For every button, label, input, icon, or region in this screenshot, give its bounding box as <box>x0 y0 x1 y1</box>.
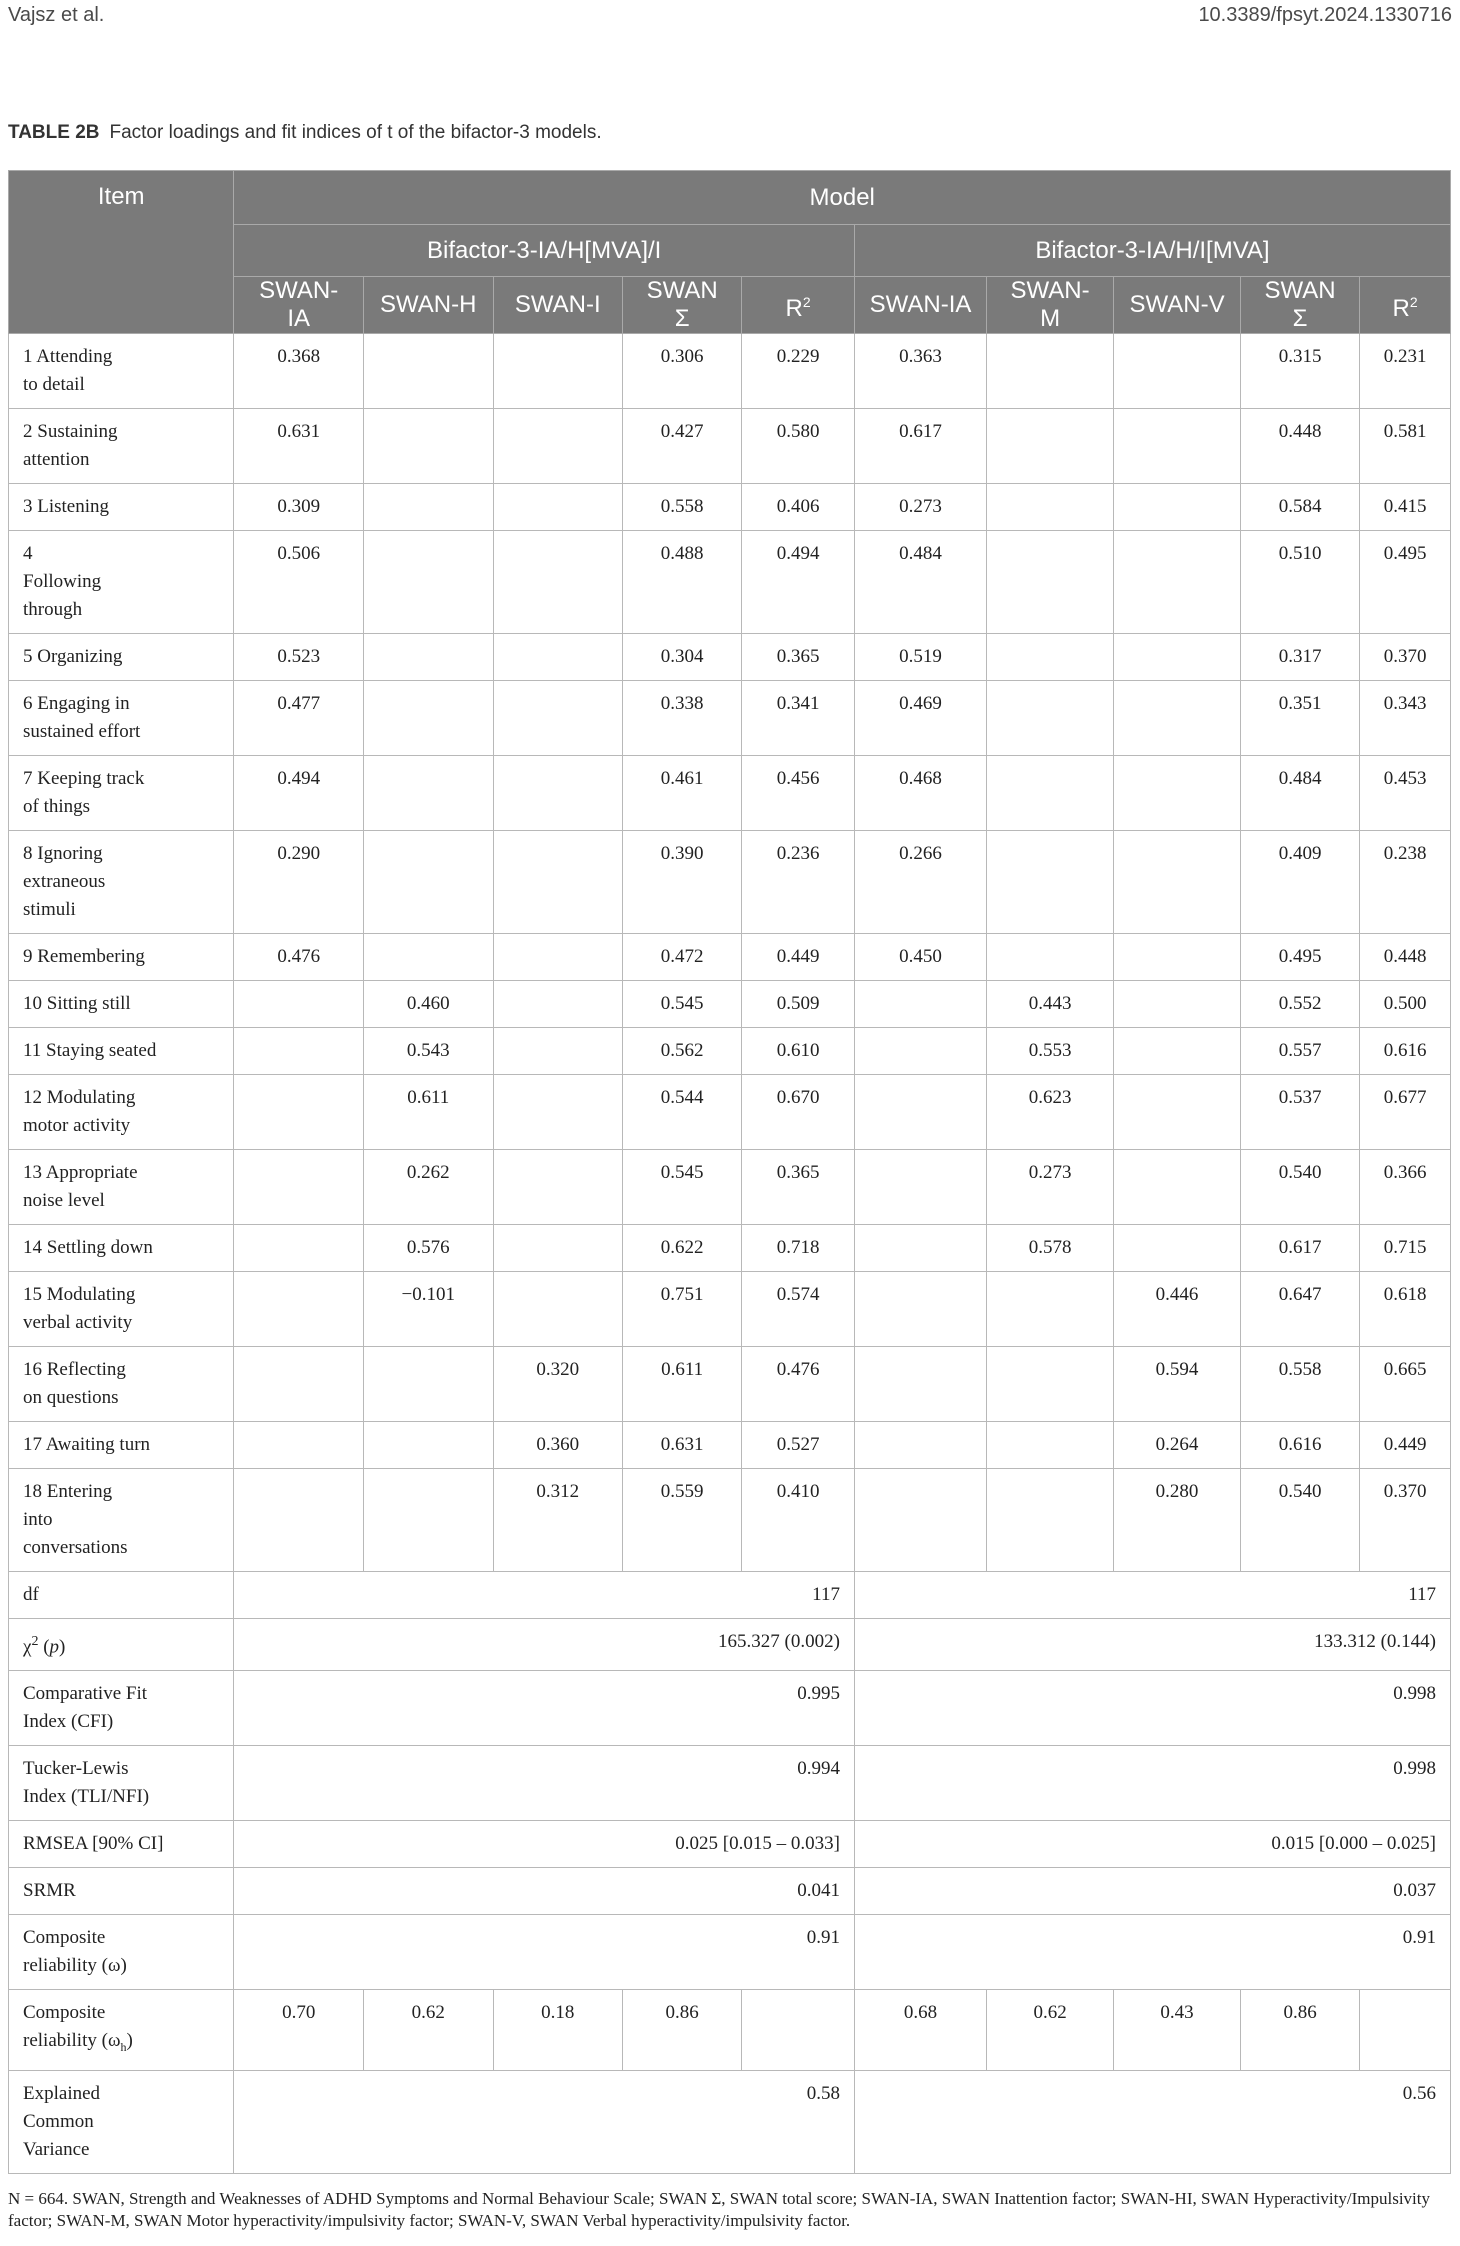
loading-cell: 0.670 <box>742 1075 855 1150</box>
loading-cell <box>1114 634 1241 681</box>
header-col-r2: $R^2$ <box>742 277 855 334</box>
loading-cell: 0.406 <box>742 484 855 531</box>
loading-cell <box>987 334 1114 409</box>
loading-cell <box>234 1347 364 1422</box>
table-row <box>9 334 1451 409</box>
loading-cell: 0.523 <box>234 634 364 681</box>
omegah-cell: 0.18 <box>493 1990 623 2071</box>
loading-cell: 0.365 <box>742 1150 855 1225</box>
loading-cell: 0.594 <box>1114 1347 1241 1422</box>
loading-cell <box>854 1150 986 1225</box>
loading-cell: 0.410 <box>742 1469 855 1572</box>
loading-cell <box>1114 409 1241 484</box>
loading-cell: 0.510 <box>1241 531 1360 634</box>
item-label: 13 Appropriate noise level <box>9 1150 234 1225</box>
loading-cell <box>1114 484 1241 531</box>
loading-cell: 0.363 <box>854 334 986 409</box>
item-label: 17 Awaiting turn <box>9 1422 234 1469</box>
loading-cell: 0.476 <box>742 1347 855 1422</box>
table-row <box>9 1469 1451 1572</box>
header-col: SWAN Σ <box>623 277 742 334</box>
loading-cell <box>987 934 1114 981</box>
loading-cell <box>493 531 623 634</box>
loading-cell <box>234 981 364 1028</box>
table-row <box>9 934 1451 981</box>
loading-cell: 0.581 <box>1360 409 1451 484</box>
loading-cell <box>987 1469 1114 1572</box>
loading-cell: 0.559 <box>623 1469 742 1572</box>
loading-cell: 0.495 <box>1360 531 1451 634</box>
fit-row-srmr <box>9 1868 1451 1915</box>
loading-cell <box>1114 1225 1241 1272</box>
item-label: 3 Listening <box>9 484 234 531</box>
loading-cell: 0.553 <box>987 1028 1114 1075</box>
loading-cell <box>1114 831 1241 934</box>
loading-cell <box>363 409 493 484</box>
loading-cell: 0.460 <box>363 981 493 1028</box>
loading-cell <box>363 681 493 756</box>
fit-label: Composite reliability (ω) <box>9 1915 234 1990</box>
loading-cell <box>493 981 623 1028</box>
omegah-cell: 0.68 <box>854 1990 986 2071</box>
loading-cell <box>1114 981 1241 1028</box>
fit-row-rmsea <box>9 1821 1451 1868</box>
fit-value-model-2: 117 <box>854 1572 1450 1619</box>
loading-cell: 0.616 <box>1241 1422 1360 1469</box>
fit-row-chi2 <box>9 1619 1451 1671</box>
loading-cell <box>1114 934 1241 981</box>
loading-cell: 0.715 <box>1360 1225 1451 1272</box>
loading-cell: 0.618 <box>1360 1272 1451 1347</box>
loading-cell <box>363 634 493 681</box>
table-row <box>9 1225 1451 1272</box>
loading-cell: 0.468 <box>854 756 986 831</box>
loading-cell <box>234 1150 364 1225</box>
loading-cell: 0.449 <box>742 934 855 981</box>
loading-cell: 0.370 <box>1360 634 1451 681</box>
table-row <box>9 531 1451 634</box>
table-row <box>9 1422 1451 1469</box>
loading-cell: 0.557 <box>1241 1028 1360 1075</box>
header-model: Model <box>234 171 1451 225</box>
header-model-2: Bifactor-3-IA/H/I[MVA] <box>854 225 1450 277</box>
loading-cell: 0.484 <box>854 531 986 634</box>
loading-cell: 0.273 <box>854 484 986 531</box>
loading-cell <box>234 1225 364 1272</box>
fit-value-model-1: 0.995 <box>234 1671 855 1746</box>
loading-cell: 0.341 <box>742 681 855 756</box>
loading-cell <box>1114 756 1241 831</box>
omegah-cell: 0.43 <box>1114 1990 1241 2071</box>
loading-cell <box>234 1272 364 1347</box>
item-label: 5 Organizing <box>9 634 234 681</box>
loading-cell <box>987 409 1114 484</box>
fit-value-model-2: 0.037 <box>854 1868 1450 1915</box>
table-row <box>9 756 1451 831</box>
loading-cell: 0.238 <box>1360 831 1451 934</box>
loading-cell: 0.616 <box>1360 1028 1451 1075</box>
header-col: SWAN-I <box>493 277 623 334</box>
item-label: 18 Entering into conversations <box>9 1469 234 1572</box>
loading-cell: 0.617 <box>1241 1225 1360 1272</box>
item-label: 4 Following through <box>9 531 234 634</box>
loading-cell: 0.584 <box>1241 484 1360 531</box>
header-col-r2: $R^2$ <box>1360 277 1451 334</box>
loading-cell: 0.264 <box>1114 1422 1241 1469</box>
loading-cell: 0.631 <box>623 1422 742 1469</box>
loading-cell <box>854 1075 986 1150</box>
loading-cell: 0.544 <box>623 1075 742 1150</box>
fit-label: SRMR <box>9 1868 234 1915</box>
loading-cell: 0.578 <box>987 1225 1114 1272</box>
fit-label: Explained Common Variance <box>9 2071 234 2174</box>
loading-cell: 0.320 <box>493 1347 623 1422</box>
fit-value-model-1: 117 <box>234 1572 855 1619</box>
loading-cell <box>363 1422 493 1469</box>
loading-cell: 0.315 <box>1241 334 1360 409</box>
loading-cell <box>493 1028 623 1075</box>
loading-cell <box>493 484 623 531</box>
item-label: 10 Sitting still <box>9 981 234 1028</box>
loading-cell: 0.343 <box>1360 681 1451 756</box>
loading-cell: 0.751 <box>623 1272 742 1347</box>
loading-cell <box>854 1422 986 1469</box>
item-label: 7 Keeping track of things <box>9 756 234 831</box>
omegah-cell: 0.62 <box>987 1990 1114 2071</box>
omegah-cell: 0.86 <box>623 1990 742 2071</box>
item-label: 2 Sustaining attention <box>9 409 234 484</box>
loading-cell <box>987 1347 1114 1422</box>
table-row <box>9 1272 1451 1347</box>
fit-row-omegah <box>9 1990 1451 2071</box>
factor-loadings-table <box>8 170 1451 2174</box>
header-col: SWAN-M <box>987 277 1114 334</box>
item-label: 14 Settling down <box>9 1225 234 1272</box>
loading-cell: 0.519 <box>854 634 986 681</box>
item-label: 12 Modulating motor activity <box>9 1075 234 1150</box>
loading-cell: 0.665 <box>1360 1347 1451 1422</box>
loading-cell <box>363 934 493 981</box>
fit-label: $\chi^2$ (p) <box>9 1619 234 1671</box>
table-title: Factor loadings and fit indices of t of the bifactor-3 models. <box>109 122 602 143</box>
loading-cell <box>1114 681 1241 756</box>
loading-cell: 0.647 <box>1241 1272 1360 1347</box>
loading-cell <box>1114 1150 1241 1225</box>
item-label: 1 Attending to detail <box>9 334 234 409</box>
loading-cell: 0.461 <box>623 756 742 831</box>
loading-cell: 0.610 <box>742 1028 855 1075</box>
fit-value-model-2: 0.91 <box>854 1915 1450 1990</box>
loading-cell: 0.262 <box>363 1150 493 1225</box>
loading-cell: 0.309 <box>234 484 364 531</box>
fit-value-model-1: 0.025 [0.015 – 0.033] <box>234 1821 855 1868</box>
fit-value-model-2: 0.998 <box>854 1671 1450 1746</box>
loading-cell: 0.494 <box>234 756 364 831</box>
loading-cell <box>854 1225 986 1272</box>
page-header <box>0 4 1460 34</box>
loading-cell: 0.500 <box>1360 981 1451 1028</box>
loading-cell: 0.360 <box>493 1422 623 1469</box>
loading-cell: 0.545 <box>623 981 742 1028</box>
loading-cell <box>987 634 1114 681</box>
header-doi: 10.3389/fpsyt.2024.1330716 <box>1198 4 1452 26</box>
header-col: SWAN-V <box>1114 277 1241 334</box>
fit-value-model-1: 0.994 <box>234 1746 855 1821</box>
loading-cell: 0.506 <box>234 531 364 634</box>
header-item: Item <box>9 171 234 334</box>
fit-value-model-1: 0.91 <box>234 1915 855 1990</box>
loading-cell <box>363 334 493 409</box>
loading-cell <box>234 1422 364 1469</box>
loading-cell <box>493 334 623 409</box>
loading-cell: 0.427 <box>623 409 742 484</box>
table-caption <box>8 122 602 144</box>
loading-cell <box>493 1272 623 1347</box>
loading-cell: 0.472 <box>623 934 742 981</box>
header-col: SWAN-IA <box>854 277 986 334</box>
fit-label: RMSEA [90% CI] <box>9 1821 234 1868</box>
loading-cell: 0.366 <box>1360 1150 1451 1225</box>
loading-cell: 0.611 <box>623 1347 742 1422</box>
loading-cell: 0.368 <box>234 334 364 409</box>
loading-cell: 0.545 <box>623 1150 742 1225</box>
header-col: SWAN-IA <box>234 277 364 334</box>
loading-cell: 0.576 <box>363 1225 493 1272</box>
loading-cell <box>363 756 493 831</box>
loading-cell: 0.540 <box>1241 1469 1360 1572</box>
loading-cell: 0.495 <box>1241 934 1360 981</box>
loading-cell <box>987 1422 1114 1469</box>
loading-cell: 0.718 <box>742 1225 855 1272</box>
item-label: 15 Modulating verbal activity <box>9 1272 234 1347</box>
loading-cell: 0.537 <box>1241 1075 1360 1150</box>
loading-cell <box>987 531 1114 634</box>
loading-cell: 0.558 <box>1241 1347 1360 1422</box>
loading-cell <box>363 1347 493 1422</box>
fit-row-omega <box>9 1915 1451 1990</box>
fit-label: Tucker-Lewis Index (TLI/NFI) <box>9 1746 234 1821</box>
item-label: 16 Reflecting on questions <box>9 1347 234 1422</box>
table-row <box>9 634 1451 681</box>
loading-cell: 0.229 <box>742 334 855 409</box>
loading-cell <box>854 981 986 1028</box>
loading-cell <box>987 484 1114 531</box>
loading-cell <box>493 1150 623 1225</box>
loading-cell: 0.390 <box>623 831 742 934</box>
loading-cell: 0.280 <box>1114 1469 1241 1572</box>
table-row <box>9 484 1451 531</box>
loading-cell: −0.101 <box>363 1272 493 1347</box>
item-label: 9 Remembering <box>9 934 234 981</box>
table-row <box>9 1150 1451 1225</box>
loading-cell <box>854 1272 986 1347</box>
loading-cell <box>234 1469 364 1572</box>
fit-row-ecv <box>9 2071 1451 2174</box>
loading-cell: 0.484 <box>1241 756 1360 831</box>
loading-cell: 0.448 <box>1360 934 1451 981</box>
loading-cell: 0.494 <box>742 531 855 634</box>
loading-cell <box>987 681 1114 756</box>
loading-cell: 0.527 <box>742 1422 855 1469</box>
loading-cell: 0.266 <box>854 831 986 934</box>
loading-cell <box>234 1075 364 1150</box>
header-col: SWAN-H <box>363 277 493 334</box>
table-row <box>9 681 1451 756</box>
loading-cell: 0.415 <box>1360 484 1451 531</box>
loading-cell <box>493 1075 623 1150</box>
item-label: 11 Staying seated <box>9 1028 234 1075</box>
table-row <box>9 1028 1451 1075</box>
loading-cell: 0.574 <box>742 1272 855 1347</box>
fit-value-model-2: 0.56 <box>854 2071 1450 2174</box>
loading-cell: 0.449 <box>1360 1422 1451 1469</box>
loading-cell: 0.370 <box>1360 1469 1451 1572</box>
loading-cell: 0.623 <box>987 1075 1114 1150</box>
loading-cell: 0.351 <box>1241 681 1360 756</box>
fit-label: df <box>9 1572 234 1619</box>
loading-cell <box>363 531 493 634</box>
omegah-cell: 0.62 <box>363 1990 493 2071</box>
loading-cell <box>1114 1028 1241 1075</box>
loading-cell: 0.236 <box>742 831 855 934</box>
loading-cell: 0.488 <box>623 531 742 634</box>
loading-cell: 0.558 <box>623 484 742 531</box>
loading-cell <box>493 831 623 934</box>
omegah-cell <box>742 1990 855 2071</box>
loading-cell: 0.509 <box>742 981 855 1028</box>
loading-cell: 0.446 <box>1114 1272 1241 1347</box>
loading-cell <box>854 1028 986 1075</box>
header-col: SWAN Σ <box>1241 277 1360 334</box>
loading-cell: 0.540 <box>1241 1150 1360 1225</box>
header-model-1: Bifactor-3-IA/H[MVA]/I <box>234 225 855 277</box>
loading-cell: 0.409 <box>1241 831 1360 934</box>
loading-cell <box>493 756 623 831</box>
fit-label: Composite reliability $(\omega_h)$ <box>9 1990 234 2071</box>
loading-cell <box>493 681 623 756</box>
loading-cell <box>363 831 493 934</box>
loading-cell: 0.453 <box>1360 756 1451 831</box>
table-row <box>9 409 1451 484</box>
table-row <box>9 1075 1451 1150</box>
loading-cell: 0.450 <box>854 934 986 981</box>
fit-value-model-1: 0.58 <box>234 2071 855 2174</box>
loading-cell: 0.552 <box>1241 981 1360 1028</box>
fit-row-tli <box>9 1746 1451 1821</box>
loading-cell: 0.304 <box>623 634 742 681</box>
loading-cell: 0.611 <box>363 1075 493 1150</box>
loading-cell <box>987 831 1114 934</box>
table-row <box>9 1347 1451 1422</box>
fit-value-model-2: 133.312 (0.144) <box>854 1619 1450 1671</box>
header-authors: Vajsz et al. <box>8 4 105 26</box>
loading-cell <box>493 934 623 981</box>
loading-cell: 0.290 <box>234 831 364 934</box>
loading-cell <box>493 409 623 484</box>
loading-cell <box>987 756 1114 831</box>
loading-cell: 0.562 <box>623 1028 742 1075</box>
loading-cell <box>493 634 623 681</box>
loading-cell <box>493 1225 623 1272</box>
fit-value-model-1: 165.327 (0.002) <box>234 1619 855 1671</box>
loading-cell: 0.631 <box>234 409 364 484</box>
table-head <box>9 171 1451 334</box>
fit-value-model-1: 0.041 <box>234 1868 855 1915</box>
table-body <box>9 334 1451 2174</box>
fit-label: Comparative Fit Index (CFI) <box>9 1671 234 1746</box>
loading-cell <box>1114 1075 1241 1150</box>
loading-cell <box>854 1347 986 1422</box>
loading-cell: 0.231 <box>1360 334 1451 409</box>
loading-cell: 0.448 <box>1241 409 1360 484</box>
loading-cell <box>854 1469 986 1572</box>
loading-cell: 0.365 <box>742 634 855 681</box>
omegah-cell: 0.70 <box>234 1990 364 2071</box>
omegah-cell: 0.86 <box>1241 1990 1360 2071</box>
table-footnote: N = 664. SWAN, Strength and Weaknesses of ADHD Symptoms and Normal Behaviour Scale; SWAN Σ, SWAN total score; SWAN-IA, SWAN Inattention factor; SWAN-HI, SWAN Hyperactivity/Impulsivity factor; SWAN-M, SWAN Motor hyperactivity/impulsivity factor; SWAN-V, SWAN Verbal hyperactivity/impulsivity factor. <box>8 2189 1430 2230</box>
table-label: TABLE 2B <box>8 122 100 143</box>
fit-value-model-2: 0.015 [0.000 – 0.025] <box>854 1821 1450 1868</box>
table-row <box>9 831 1451 934</box>
loading-cell: 0.677 <box>1360 1075 1451 1150</box>
item-label: 6 Engaging in sustained effort <box>9 681 234 756</box>
loading-cell: 0.580 <box>742 409 855 484</box>
table-row <box>9 981 1451 1028</box>
loading-cell: 0.306 <box>623 334 742 409</box>
loading-cell: 0.456 <box>742 756 855 831</box>
loading-cell: 0.477 <box>234 681 364 756</box>
loading-cell <box>987 1272 1114 1347</box>
loading-cell <box>1114 531 1241 634</box>
loading-cell: 0.476 <box>234 934 364 981</box>
loading-cell: 0.469 <box>854 681 986 756</box>
loading-cell: 0.543 <box>363 1028 493 1075</box>
loading-cell: 0.617 <box>854 409 986 484</box>
loading-cell: 0.273 <box>987 1150 1114 1225</box>
fit-row-df <box>9 1572 1451 1619</box>
omegah-cell <box>1360 1990 1451 2071</box>
loading-cell <box>1114 334 1241 409</box>
loading-cell: 0.622 <box>623 1225 742 1272</box>
loading-cell: 0.338 <box>623 681 742 756</box>
fit-row-cfi <box>9 1671 1451 1746</box>
loading-cell: 0.312 <box>493 1469 623 1572</box>
item-label: 8 Ignoring extraneous stimuli <box>9 831 234 934</box>
loading-cell <box>234 1028 364 1075</box>
loading-cell <box>363 484 493 531</box>
loading-cell: 0.317 <box>1241 634 1360 681</box>
loading-cell: 0.443 <box>987 981 1114 1028</box>
fit-value-model-2: 0.998 <box>854 1746 1450 1821</box>
loading-cell <box>363 1469 493 1572</box>
